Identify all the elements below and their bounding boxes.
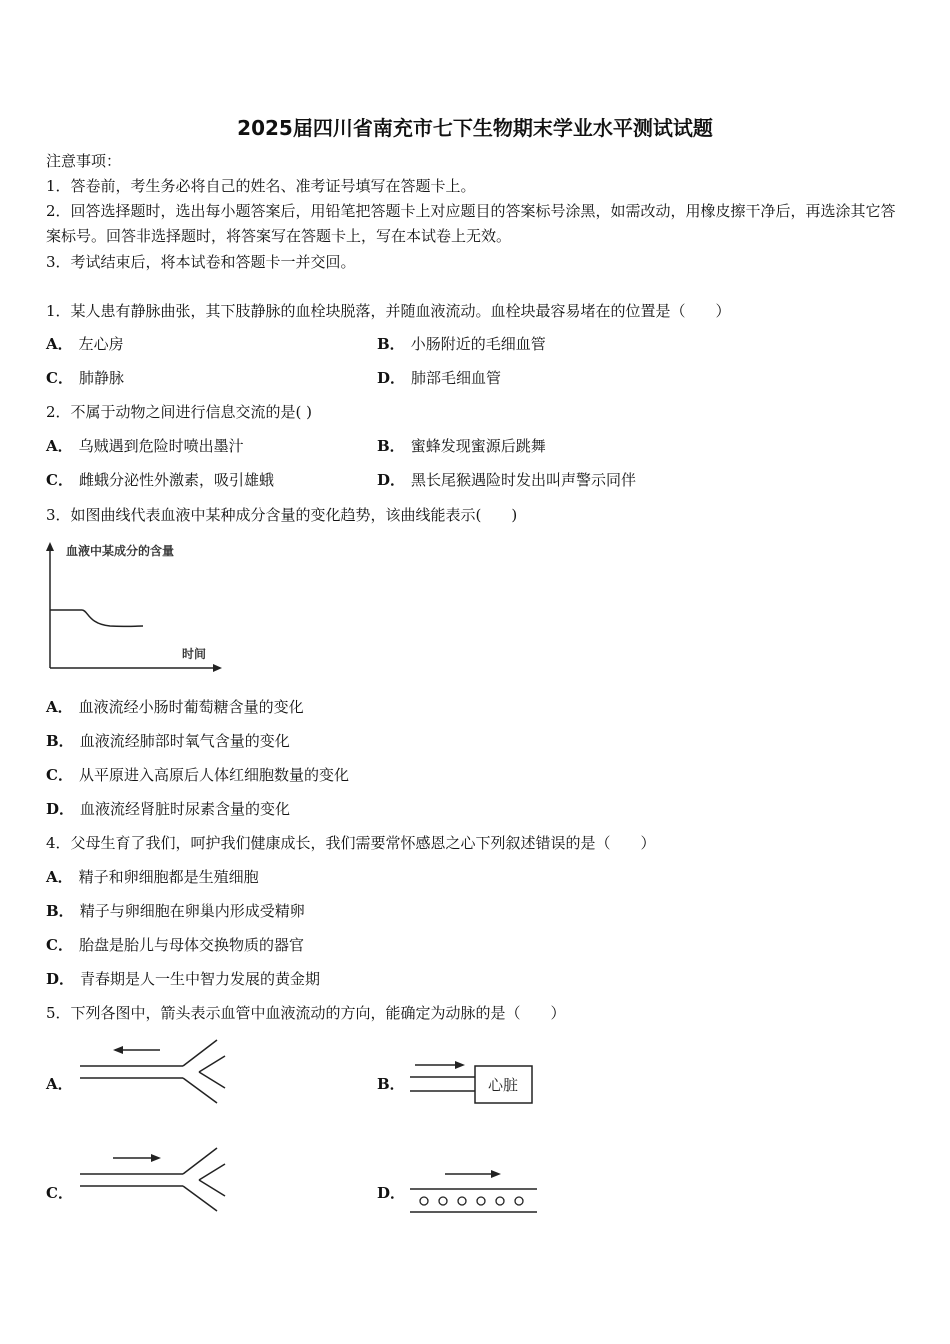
blood-cell: [496, 1197, 504, 1205]
question-3-stem: 3．如图曲线代表血液中某种成分含量的变化趋势，该曲线能表示( ): [46, 506, 518, 524]
q3-option-c[interactable]: C． 从平原进入高原后人体红细胞数量的变化: [46, 766, 349, 784]
q2-option-a[interactable]: A． 乌贼遇到危险时喷出墨汁: [46, 437, 244, 455]
blood-cell: [477, 1197, 485, 1205]
flow-arrow-right-icon: [455, 1061, 465, 1069]
x-axis-arrow-icon: [213, 664, 222, 672]
q5-option-c[interactable]: C．: [46, 1184, 73, 1202]
question-2-stem: 2．不属于动物之间进行信息交流的是( ): [46, 403, 313, 421]
question-5-stem: 5．下列各图中，箭头表示血管中血液流动的方向，能确定为动脉的是（ ）: [46, 1004, 566, 1022]
flow-arrow-right-icon: [151, 1154, 161, 1162]
graph-xlabel: 时间: [182, 647, 207, 661]
question-4-stem: 4．父母生育了我们，呵护我们健康成长，我们需要常怀感恩之心下列叙述错误的是（ ）: [46, 834, 656, 852]
q5-diagram-a: [75, 1038, 235, 1108]
blood-cell: [420, 1197, 428, 1205]
y-axis-arrow-icon: [46, 542, 54, 551]
blood-cell: [515, 1197, 523, 1205]
q3-option-b[interactable]: B． 血液流经肺部时氧气含量的变化: [46, 732, 290, 750]
page-title: 2025届四川省南充市七下生物期末学业水平测试试题: [237, 116, 713, 140]
q5-diagram-c: [75, 1146, 235, 1216]
q2-option-b[interactable]: B． 蜜蜂发现蜜源后跳舞: [377, 437, 546, 455]
heart-box-label: 心脏: [487, 1076, 519, 1094]
notice-heading: 注意事项：: [46, 152, 122, 170]
blood-cell: [439, 1197, 447, 1205]
trend-curve: [50, 610, 143, 626]
q3-option-a[interactable]: A． 血液流经小肠时葡萄糖含量的变化: [46, 698, 304, 716]
q3-option-d[interactable]: D． 血液流经肾脏时尿素含量的变化: [46, 800, 291, 818]
q4-option-c[interactable]: C． 胎盘是胎儿与母体交换物质的器官: [46, 936, 304, 954]
q2-option-c[interactable]: C． 雌蛾分泌性外激素，吸引雄蛾: [46, 471, 274, 489]
q4-option-a[interactable]: A． 精子和卵细胞都是生殖细胞: [46, 868, 259, 886]
notice-item-3: 3．考试结束后，将本试卷和答题卡一并交回。: [46, 253, 356, 271]
notice-item-1: 1．答卷前，考生务必将自己的姓名、准考证号填写在答题卡上。: [46, 177, 476, 195]
q1-option-b[interactable]: B． 小肠附近的毛细血管: [377, 335, 546, 353]
q2-option-d[interactable]: D． 黑长尾猴遇险时发出叫声警示同伴: [377, 471, 637, 489]
q5-option-a[interactable]: A．: [46, 1075, 73, 1093]
flow-arrow-left-icon: [113, 1046, 123, 1054]
q5-diagram-b: [405, 1055, 540, 1110]
q5-option-d[interactable]: D．: [377, 1184, 406, 1202]
q5-option-b[interactable]: B．: [377, 1075, 405, 1093]
q1-option-c[interactable]: C． 肺静脉: [46, 369, 124, 387]
q1-option-d[interactable]: D． 肺部毛细血管: [377, 369, 502, 387]
question-1-stem: 1．某人患有静脉曲张，其下肢静脉的血栓块脱落，并随血液流动。血栓块最容易堵在的位置是（ ）: [46, 302, 731, 320]
q3-graph: [40, 538, 230, 678]
q4-option-d[interactable]: D． 青春期是人一生中智力发展的黄金期: [46, 970, 321, 988]
blood-cell: [458, 1197, 466, 1205]
q5-diagram-d: [405, 1163, 545, 1218]
flow-arrow-right-icon: [491, 1170, 501, 1178]
graph-ylabel: 血液中某成分的含量: [66, 544, 175, 558]
q1-option-a[interactable]: A． 左心房: [46, 335, 124, 353]
notice-item-2: 2．回答选择题时，选出每小题答案后，用铅笔把答题卡上对应题目的答案标号涂黑，如需改动，用橡皮擦干净后，再选涂其它答案标号。回答非选择题时，将答案写在答题卡上，写在本试卷上无效。: [46, 202, 896, 245]
q4-option-b[interactable]: B． 精子与卵细胞在卵巢内形成受精卵: [46, 902, 305, 920]
